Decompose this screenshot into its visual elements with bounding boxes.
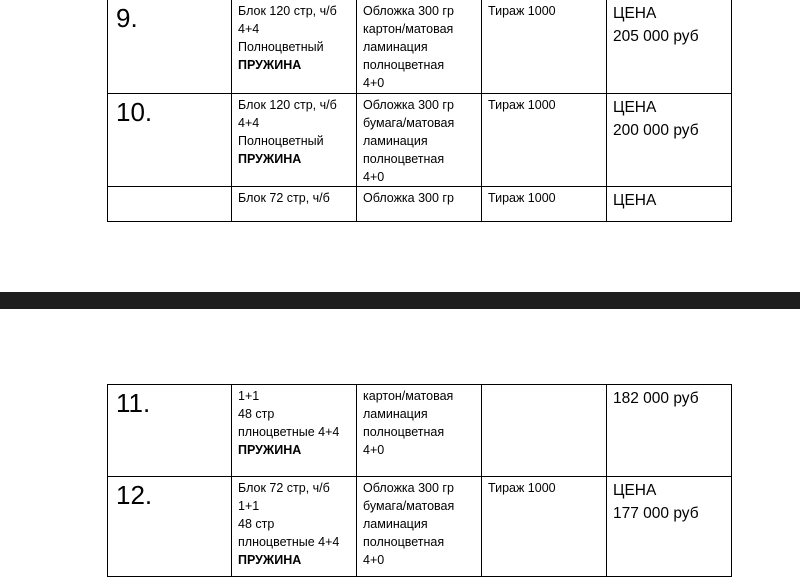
row-number: 11. bbox=[108, 385, 232, 477]
row-number: 10. bbox=[108, 94, 232, 187]
price-table-top bbox=[107, 0, 732, 222]
cover-spec-line: ламинация bbox=[363, 134, 428, 148]
cover-spec-line: 4+0 bbox=[363, 553, 385, 567]
block-spec-cell bbox=[232, 0, 357, 94]
binding-label: ПРУЖИНА bbox=[238, 58, 302, 72]
block-spec-line: 4+4 bbox=[238, 22, 260, 36]
block-spec-line: 1+1 bbox=[238, 389, 260, 403]
cover-spec-line: бумага/матовая bbox=[363, 499, 455, 513]
cover-spec-line: 4+0 bbox=[363, 76, 385, 90]
cover-spec-line: бумага/матовая bbox=[363, 116, 455, 130]
binding-label: ПРУЖИНА bbox=[238, 152, 302, 166]
block-spec-line: плноцветные 4+4 bbox=[238, 535, 340, 549]
block-spec-line: 48 стр bbox=[238, 407, 275, 421]
binding-label: ПРУЖИНА bbox=[238, 553, 302, 567]
cover-spec-line: 4+0 bbox=[363, 170, 385, 184]
table-row-11-start bbox=[108, 187, 732, 222]
block-spec-cell: Блок 72 стр, ч/б bbox=[232, 187, 357, 222]
page-break-divider bbox=[0, 292, 800, 309]
cover-spec-line: полноцветная bbox=[363, 425, 445, 439]
cover-spec-line: Обложка 300 гр bbox=[363, 98, 454, 112]
block-spec-line: 4+4 bbox=[238, 116, 260, 130]
cover-spec-line: ламинация bbox=[363, 407, 428, 421]
table-row-9 bbox=[108, 0, 732, 94]
row-number: 12. bbox=[108, 477, 232, 577]
cover-spec-line: ламинация bbox=[363, 517, 428, 531]
table-row-10 bbox=[108, 94, 732, 187]
block-spec-line: плноцветные 4+4 bbox=[238, 425, 340, 439]
cover-spec-cell: Обложка 300 гр bbox=[357, 187, 482, 222]
price-value: 177 000 руб bbox=[613, 505, 699, 522]
block-spec-line: Блок 120 стр, ч/б bbox=[238, 4, 337, 18]
price-cell bbox=[607, 0, 732, 94]
cover-spec-line: картон/матовая bbox=[363, 22, 454, 36]
cover-spec-cell bbox=[357, 94, 482, 187]
block-spec-line: Блок 72 стр, ч/б bbox=[238, 481, 330, 495]
block-spec-line: 48 стр bbox=[238, 517, 275, 531]
price-value: 205 000 руб bbox=[613, 28, 699, 45]
cover-spec-line: Обложка 300 гр bbox=[363, 4, 454, 18]
block-spec-line: 1+1 bbox=[238, 499, 260, 513]
cover-spec-line: полноцветная bbox=[363, 152, 445, 166]
print-run-cell: Тираж 1000 bbox=[482, 187, 607, 222]
print-run-cell: Тираж 1000 bbox=[482, 477, 607, 577]
block-spec-cell bbox=[232, 477, 357, 577]
price-cell bbox=[607, 385, 732, 477]
cover-spec-line: полноцветная bbox=[363, 58, 445, 72]
price-label: ЦЕНА bbox=[613, 99, 657, 116]
price-table-bottom bbox=[107, 384, 732, 577]
price-label: ЦЕНА bbox=[613, 482, 657, 499]
table-row-12 bbox=[108, 477, 732, 577]
print-run-cell: Тираж 1000 bbox=[482, 94, 607, 187]
print-run-cell: Тираж 1000 bbox=[482, 0, 607, 94]
price-label: ЦЕНА bbox=[613, 192, 657, 209]
cover-spec-cell bbox=[357, 385, 482, 477]
price-cell bbox=[607, 187, 732, 222]
table-row-11 bbox=[108, 385, 732, 477]
cover-spec-cell bbox=[357, 0, 482, 94]
cover-spec-line: 4+0 bbox=[363, 443, 385, 457]
block-spec-line: Полноцветный bbox=[238, 134, 324, 148]
price-value: 182 000 руб bbox=[613, 390, 699, 407]
block-spec-line: Блок 120 стр, ч/б bbox=[238, 98, 337, 112]
cover-spec-line: ламинация bbox=[363, 40, 428, 54]
cover-spec-cell bbox=[357, 477, 482, 577]
binding-label: ПРУЖИНА bbox=[238, 443, 302, 457]
print-run-cell-empty bbox=[482, 385, 607, 477]
price-label: ЦЕНА bbox=[613, 5, 657, 22]
cover-spec-line: Обложка 300 гр bbox=[363, 481, 454, 495]
document-page-bottom bbox=[0, 309, 800, 570]
price-cell bbox=[607, 94, 732, 187]
cover-spec-line: полноцветная bbox=[363, 535, 445, 549]
price-cell bbox=[607, 477, 732, 577]
block-spec-line: Полноцветный bbox=[238, 40, 324, 54]
block-spec-cell bbox=[232, 385, 357, 477]
block-spec-cell bbox=[232, 94, 357, 187]
row-number: 9. bbox=[108, 0, 232, 94]
row-number-empty bbox=[108, 187, 232, 222]
cover-spec-line: картон/матовая bbox=[363, 389, 454, 403]
price-value: 200 000 руб bbox=[613, 122, 699, 139]
